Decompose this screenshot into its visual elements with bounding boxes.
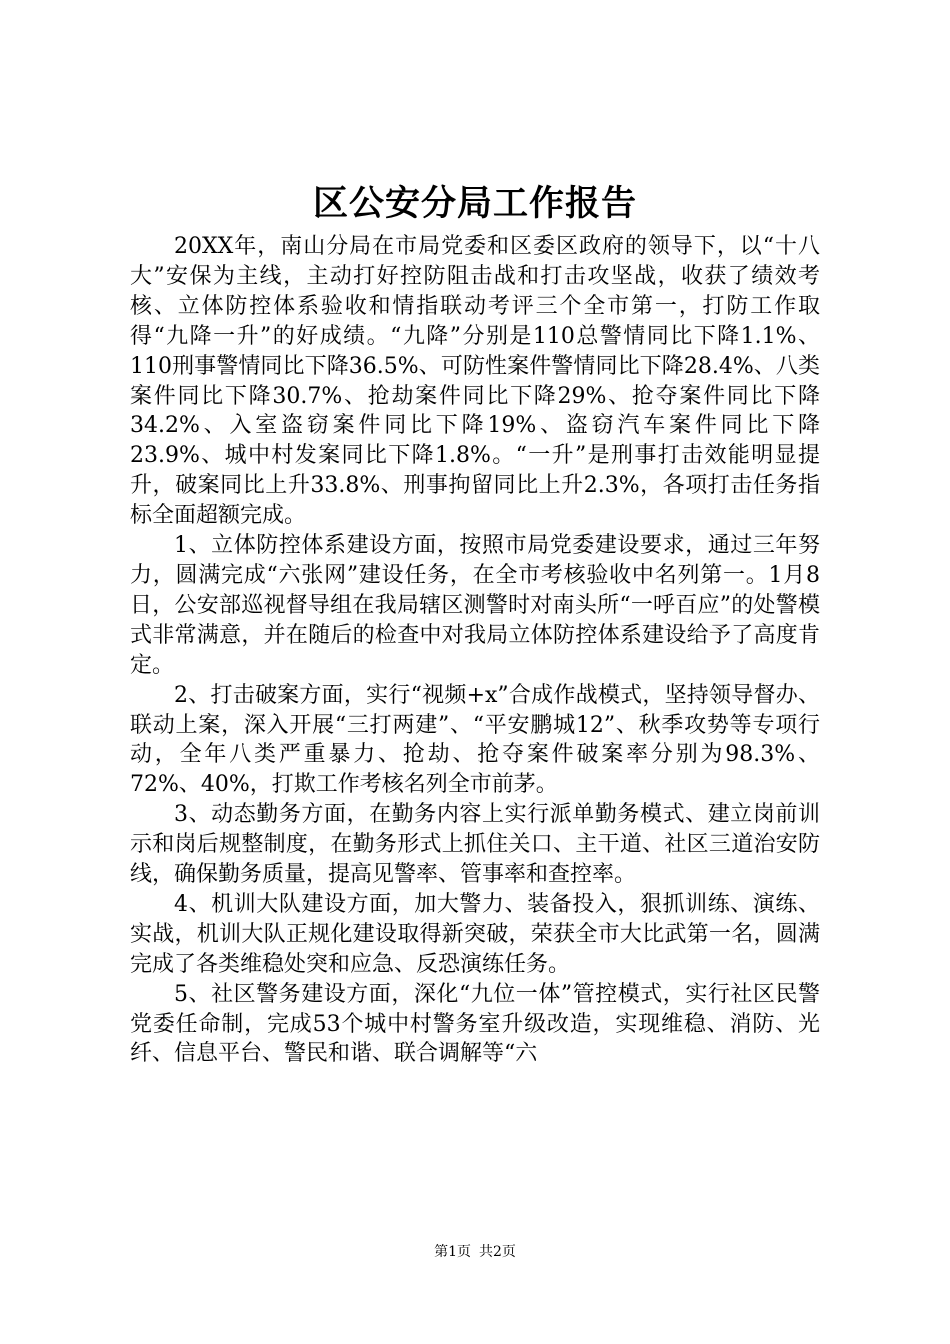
page-total: 共2页: [479, 1244, 516, 1260]
paragraph-intro: 20XX年，南山分局在市局党委和区委区政府的领导下，以“十八大”安保为主线，主动打好控防阻击战和打击攻坚战，收获了绩效考核、立体防控体系验收和情指联动考评三个全市第一，打防工作取得“九降一升”的好成绩。“九降”分别是110总警情同比下降1.1%、110刑事警情同比下降36.5%、可防性案件警情同比下降28.4%、八类案件同比下降30.7%、抢劫案件同比下降29%、抢夺案件同比下降34.2%、入室盗窃案件同比下降19%、盗窃汽车案件同比下降23.9%、城中村发案同比下降1.8%。“一升”是刑事打击效能明显提升，破案同比上升33.8%、刑事拘留同比上升2.3%，各项打击任务指标全面超额完成。: [130, 234, 820, 529]
paragraph-case-solving: 2、打击破案方面，实行“视频+x”合成作战模式，坚持领导督办、联动上案，深入开展“三打两建”、“平安鹏城12”、秋季攻势等专项行动，全年八类严重暴力、抢劫、抢夺案件破案率分别为98.3%、72%、40%，打欺工作考核名列全市前茅。: [130, 682, 820, 798]
document-title: 区公安分局工作报告: [312, 183, 637, 224]
page-footer: [0, 1242, 950, 1262]
paragraph-community-policing: 5、社区警务建设方面，深化“九位一体”管控模式，实行社区民警党委任命制，完成53个城中村警务室升级改造，实现维稳、消防、光纤、信息平台、警民和谐、联合调解等“六: [130, 981, 820, 1067]
page-number: 第1页: [434, 1244, 471, 1260]
paragraph-dynamic-duty: 3、动态勤务方面，在勤务内容上实行派单勤务模式、建立岗前训示和岗后规整制度，在勤务形式上抓住关口、主干道、社区三道治安防线，确保勤务质量，提高见警率、管事率和查控率。: [130, 802, 820, 888]
document-body: [130, 232, 820, 1069]
paragraph-training-brigade: 4、机训大队建设方面，加大警力、装备投入，狠抓训练、演练、实战，机训大队正规化建设取得新突破，荣获全市大比武第一名，圆满完成了各类维稳处突和应急、反恐演练任务。: [130, 891, 820, 977]
paragraph-prevention-system: 1、立体防控体系建设方面，按照市局党委建设要求，通过三年努力，圆满完成“六张网”建设任务，在全市考核验收中名列第一。1月8日，公安部巡视督导组在我局辖区测警时对南头所“一呼百应”的处警模式非常满意，并在随后的检查中对我局立体防控体系建设给予了高度肯定。: [130, 533, 820, 678]
